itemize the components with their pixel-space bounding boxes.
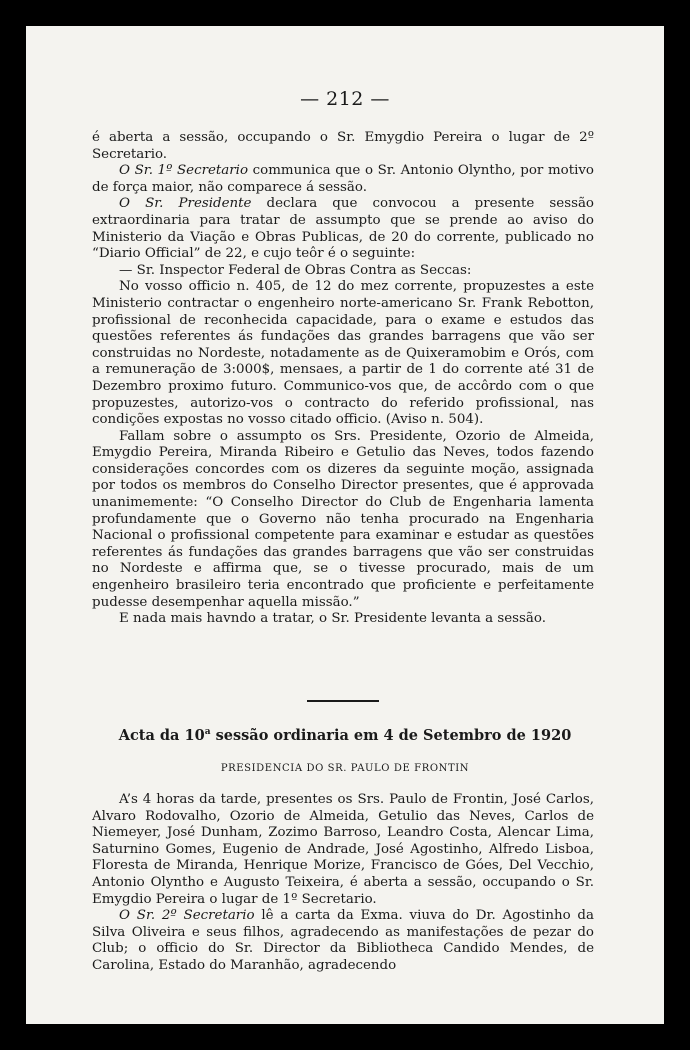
session-minutes-continued	[92, 130, 594, 628]
paragraph-second-secretary	[92, 908, 594, 974]
section-divider	[307, 700, 379, 702]
paragraph-text: lê a carta da Exma. viuva do Dr. Agostinho da Silva Oliveira e seus filhos, agradecendo as manifestações de pezar do Club; o officio do Sr. Director da Bibliotheca Candido Mendes, de Carolina, Estado do Maranhão, agradecendo	[92, 908, 594, 973]
document-page	[26, 26, 664, 1024]
paragraph-text: — Sr. Inspector Federal de Obras Contra as Seccas:	[119, 262, 472, 278]
session-minutes-new	[92, 792, 594, 975]
paragraph-lead: O Sr. 1º Secretario	[119, 163, 249, 179]
page-number: — 212 —	[300, 88, 390, 110]
paragraph-ministry-notice	[92, 279, 594, 428]
paragraph-text: communica que o Sr. Antonio Olyntho, por motivo de força maior, não comparece á sessão.	[92, 163, 594, 195]
heading-text-start: Acta da 10	[118, 727, 205, 744]
paragraph-first-secretary	[92, 163, 594, 196]
section-subheading: PRESIDENCIA DO SR. PAULO DE FRONTIN	[220, 763, 470, 774]
paragraph-text: declara que convocou a presente sessão extraordinaria para tratar de assumpto que se prende ao aviso do Ministerio da Viação e Obras Publicas, de 20 do corrente, publicado no “Diario Official” de 22, e cujo teôr é o seguinte:	[92, 196, 594, 262]
heading-ordinal-sup: a	[204, 727, 211, 738]
paragraph-lead: O Sr. Presidente	[119, 196, 252, 212]
paragraph-text: é aberta a sessão, occupando o Sr. Emygdio Pereira o lugar de 2º Secretario.	[92, 130, 594, 162]
paragraph-motion	[92, 429, 594, 612]
paragraph-session-opening	[92, 130, 594, 163]
paragraph-text: E nada mais havndo a tratar, o Sr. Presidente levanta a sessão.	[119, 611, 546, 627]
paragraph-text: A’s 4 horas da tarde, presentes os Srs. Paulo de Frontin, José Carlos, Alvaro Rodovalho, Ozorio de Almeida, Getulio das Neves, Carlos de Niemeyer, José Dunham, Zozimo Barroso, Leandro Costa, Alencar Lima, Saturnino Gomes, Eugenio de Andrade, José Agostinho, Alfredo Lisboa, Floresta de Miranda, Henrique Morize, Francisco de Góes, Del Vecchio, Antonio Olyntho e Augusto Teixeira, é aberta a sessão, occupando o Sr. Emygdio Pereira o lugar de 1º Secretario.	[92, 792, 594, 907]
paragraph-lead: O Sr. 2º Secretario	[119, 908, 255, 924]
paragraph-attendance	[92, 792, 594, 908]
paragraph-closing	[92, 611, 594, 628]
paragraph-text: No vosso officio n. 405, de 12 do mez corrente, propuzestes a este Ministerio contractar o engenheiro norte-americano Sr. Frank Rebotton, profissional de reconhecida capacidade, para o exame e estudos das questões referentes ás fundações das grandes barragens que vão ser construidas no Nordeste, notadamente as de Quixeramobim e Orós, com a remuneração de 3:000$, mensaes, a partir de 1 do corrente até 31 de Dezembro proximo futuro. Communico-vos que, de accôrdo com o que propuzestes, autorizo-vos o contracto do referido profissional, nas condições expostas no vosso citado officio. (Aviso n. 504).	[92, 279, 594, 428]
paragraph-president	[92, 196, 594, 262]
paragraph-address	[92, 263, 594, 280]
heading-text-end: sessão ordinaria em 4 de Setembro de 1920	[210, 727, 572, 744]
section-heading	[26, 727, 664, 744]
paragraph-text: Fallam sobre o assumpto os Srs. Presidente, Ozorio de Almeida, Emygdio Pereira, Miranda Ribeiro e Getulio das Neves, todos fazendo considerações concordes com os dizeres da seguinte moção, assignada por todos os membros do Conselho Director presentes, que é approvada unanimemente: “O Conselho Director do Club de Engenharia lamenta profundamente que o Governo não tenha procurado na Engenharia Nacional o profissional competente para examinar e estudar as questões referentes ás fundações das grandes barragens que vão ser construidas no Nordeste e affirma que, se o tivesse procurado, mais de um engenheiro brasileiro teria encontrado que proficiente e perfeitamente pudesse desempenhar aquella missão.”	[92, 428, 594, 610]
